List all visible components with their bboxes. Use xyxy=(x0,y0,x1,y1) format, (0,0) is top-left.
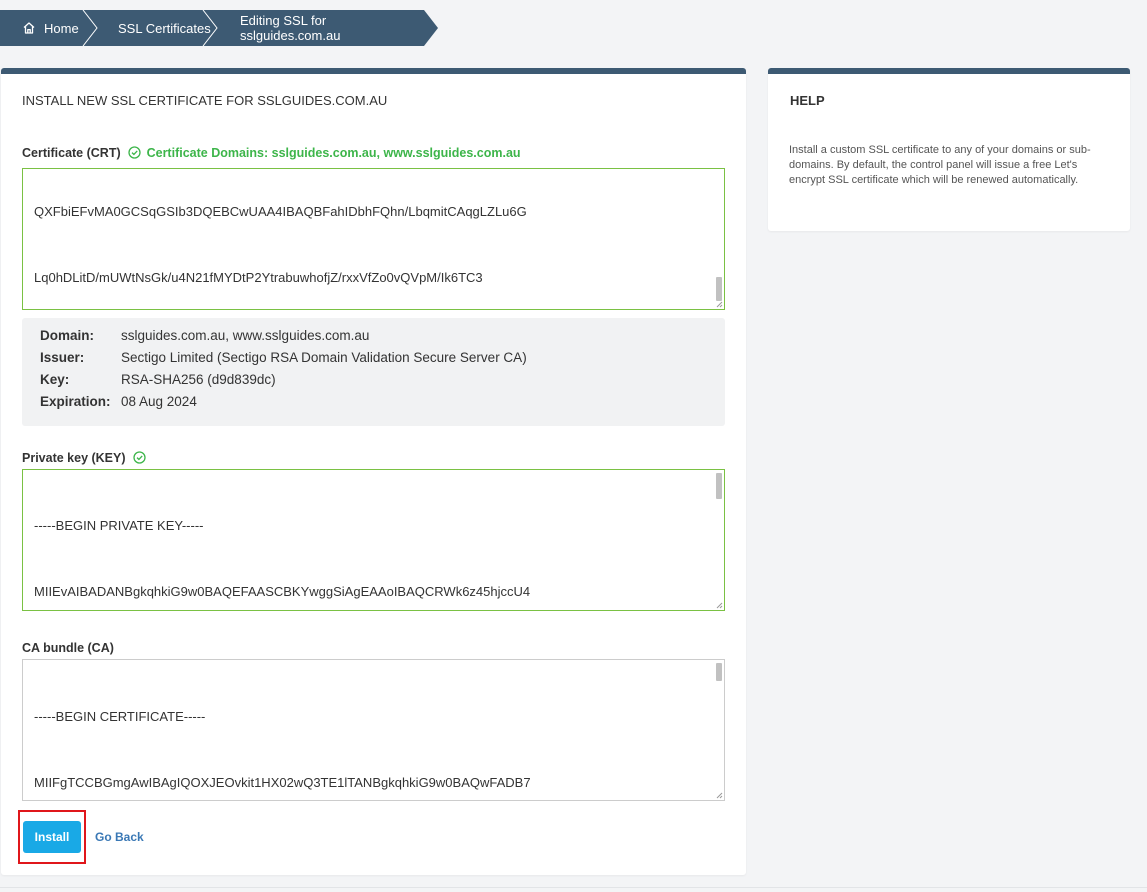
ca-bundle-line: MIIFgTCCBGmgAwIBAgIQOXJEOvkit1HX02wQ3TE1lTANBgkqhkiG9w0BAQwFADB7 xyxy=(34,774,531,790)
breadcrumb-ssl-certificates[interactable] xyxy=(96,10,216,46)
scrollbar[interactable] xyxy=(716,473,722,499)
go-back-link[interactable]: Go Back xyxy=(95,830,144,844)
ca-bundle-textarea[interactable] xyxy=(22,659,725,801)
breadcrumb-current xyxy=(216,10,424,46)
scrollbar[interactable] xyxy=(716,663,722,681)
help-title: HELP xyxy=(790,93,825,108)
breadcrumb xyxy=(0,10,424,46)
ca-bundle-label-row xyxy=(22,641,114,655)
breadcrumb-home[interactable] xyxy=(0,10,96,46)
breadcrumb-separator xyxy=(216,10,230,46)
private-key-label-row xyxy=(22,451,146,465)
certificate-textarea[interactable] xyxy=(22,168,725,310)
info-domain: Domain: sslguides.com.au, www.sslguides.com.au xyxy=(40,328,370,343)
ca-bundle-label: CA bundle (CA) xyxy=(22,641,114,655)
install-ssl-panel xyxy=(1,68,746,875)
info-key: Key: RSA-SHA256 (d9d839dc) xyxy=(40,372,276,387)
info-expiration: Expiration: 08 Aug 2024 xyxy=(40,394,197,409)
breadcrumb-current-label: Editing SSL for sslguides.com.au xyxy=(240,13,341,43)
breadcrumb-separator xyxy=(424,10,438,46)
private-key-line: MIIEvAIBADANBgkqhkiG9w0BAQEFAASCBKYwggSiAgEAAoIBAQCRWk6z45hjccU4 xyxy=(34,583,531,599)
certificate-line: QXFbiEFvMA0GCSqGSIb3DQEBCwUAA4IBAQBFahIDbhFQhn/LbqmitCAqgLZLu6G xyxy=(34,204,527,220)
certificate-label-row xyxy=(22,146,521,160)
certificate-line: Lq0hDLitD/mUWtNsGk/u4N21fMYDtP2YtrabuwhofjZ/rxxVfZo0vQVpM/Ik6TC3 xyxy=(34,269,483,285)
scrollbar[interactable] xyxy=(716,277,722,301)
private-key-label: Private key (KEY) xyxy=(22,451,126,465)
chevron-right-icon xyxy=(202,10,218,46)
resize-handle-icon[interactable] xyxy=(715,300,723,308)
check-circle-icon xyxy=(133,451,146,464)
check-circle-icon xyxy=(128,146,141,159)
chevron-right-icon xyxy=(82,10,98,46)
breadcrumb-separator xyxy=(96,10,110,46)
certificate-domains: Certificate Domains: sslguides.com.au, www.sslguides.com.au xyxy=(146,146,521,160)
resize-handle-icon[interactable] xyxy=(715,791,723,799)
home-icon xyxy=(22,21,36,35)
page-title: INSTALL NEW SSL CERTIFICATE FOR SSLGUIDES.COM.AU xyxy=(22,93,388,108)
resize-handle-icon[interactable] xyxy=(715,601,723,609)
footer-divider xyxy=(0,887,1147,888)
help-panel xyxy=(768,68,1130,231)
private-key-line: -----BEGIN PRIVATE KEY----- xyxy=(34,518,204,534)
breadcrumb-home-label: Home xyxy=(44,20,79,36)
breadcrumb-ssl-label: SSL Certificates xyxy=(118,20,211,36)
private-key-textarea[interactable] xyxy=(22,469,725,611)
info-issuer: Issuer: Sectigo Limited (Sectigo RSA Domain Validation Secure Server CA) xyxy=(40,350,527,365)
help-text: Install a custom SSL certificate to any of your domains or sub-domains. By default, the control panel will issue a free Let's encrypt SSL certificate which will be renewed automatically. xyxy=(789,144,1091,186)
ca-bundle-line: -----BEGIN CERTIFICATE----- xyxy=(34,709,206,725)
certificate-label: Certificate (CRT) xyxy=(22,146,121,160)
certificate-info xyxy=(22,318,725,426)
install-button[interactable]: Install xyxy=(23,821,81,853)
